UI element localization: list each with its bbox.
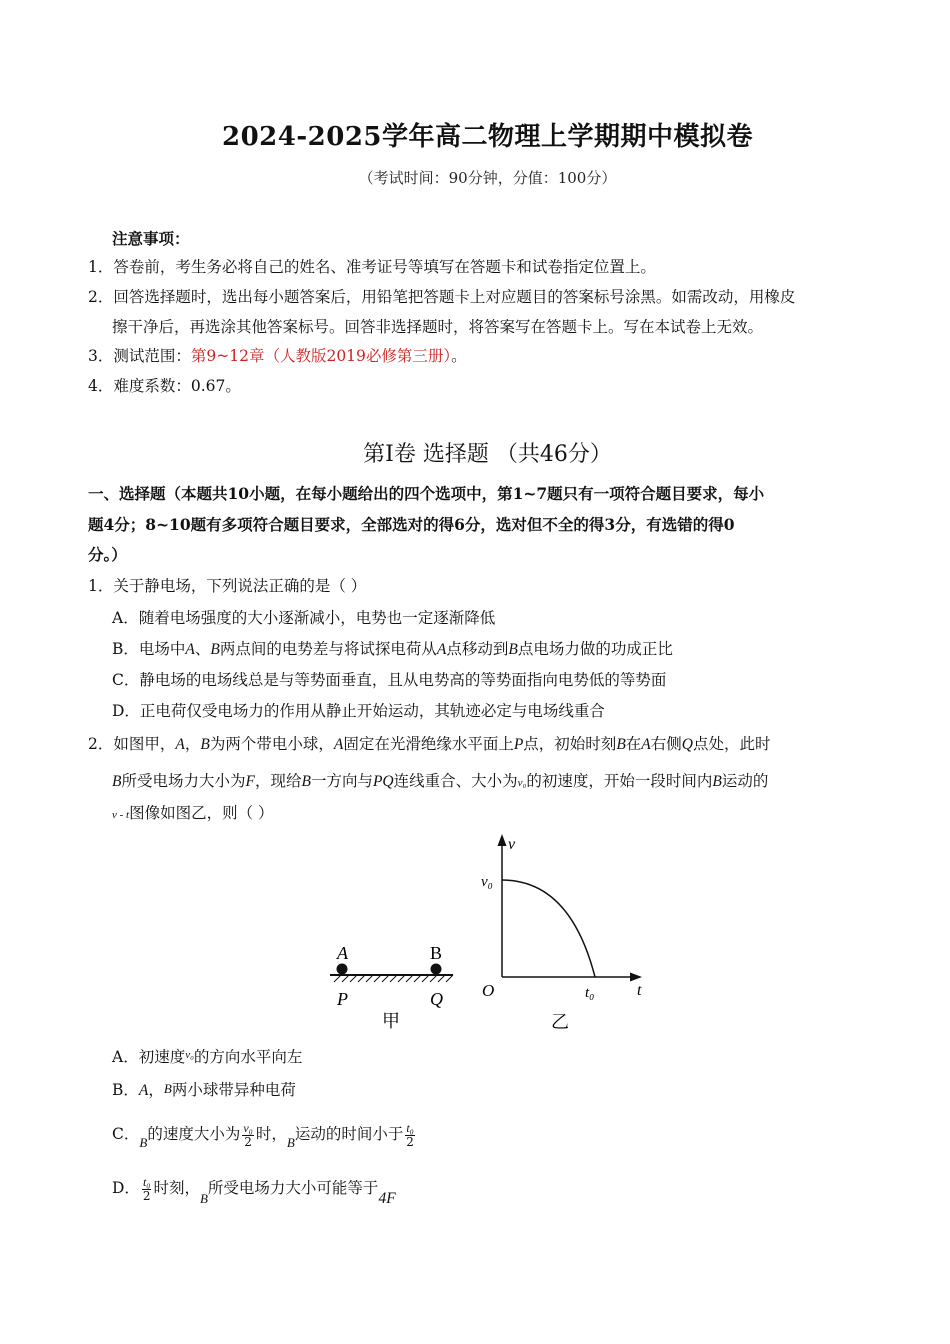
q2-option-b: B．A，B两小球带异种电荷 bbox=[112, 1081, 296, 1099]
figure-jia bbox=[320, 935, 465, 1035]
q1-option-a: A．随着电场强度的大小逐渐减小，电势也一定逐渐降低 bbox=[112, 609, 496, 627]
notice-item-4: 4．难度系数：0.67。 bbox=[88, 377, 241, 395]
origin-label: O bbox=[482, 981, 495, 1000]
q1-option-d: D．正电荷仅受电场力的作用从静止开始运动，其轨迹必定与电场线重合 bbox=[112, 702, 605, 720]
section-instructions-2: 题4分；8~10题有多项符合题目要求，全部选对的得6分，选对但不全的得3分，有选错的得0 bbox=[88, 515, 735, 534]
caption-jia: 甲 bbox=[382, 1011, 400, 1031]
q2-stem-line-3: v - t图像如图乙，则（ ） bbox=[112, 804, 274, 822]
notice-heading: 注意事项： bbox=[112, 229, 190, 248]
exam-time-info: （考试时间：90分钟，分值：100分） bbox=[358, 169, 617, 187]
q2-option-c: C．$_B$的速度大小为 $\frac{\text{v₀}}{2}$ 时，$_B$运动的时间小于 $\frac{\text{t₀}}{2}$ bbox=[112, 1120, 414, 1150]
t0-label: t₀ bbox=[585, 985, 595, 1001]
fraction-v0-over-2: $\frac{\text{v₀}}{2}$ bbox=[243, 1120, 253, 1149]
surface-hatching bbox=[334, 975, 453, 982]
fraction-t0-over-2-d: $\frac{\text{t₀}}{2}$ bbox=[142, 1174, 151, 1203]
q2-option-d: D． $\frac{\text{t₀}}{2}$ 时刻，$_B$所受电场力大小可能等于4F bbox=[112, 1174, 396, 1207]
q1-option-b: B．电场中A、B两点间的电势差与将试探电荷从A点移动到B点电场力做的功成正比 bbox=[112, 640, 673, 658]
t-axis-arrow bbox=[630, 973, 642, 982]
page-title: 2024-2025学年高二物理上学期期中模拟卷 bbox=[221, 122, 754, 152]
t-axis-label: t bbox=[637, 982, 642, 999]
notice-item-2-cont: 擦干净后，再选涂其他答案标号。回答非选择题时，将答案写在答题卡上。写在本试卷上无效。 bbox=[112, 318, 764, 336]
ball-b bbox=[431, 964, 442, 975]
v0-label: v₀ bbox=[481, 874, 493, 890]
fraction-t0-over-2: $\frac{\text{t₀}}{2}$ bbox=[406, 1120, 414, 1149]
q1-option-c: C．静电场的电场线总是与等势面垂直，且从电势高的等势面指向电势低的等势面 bbox=[112, 671, 667, 689]
section-instructions-1: 一、选择题（本题共10小题，在每小题给出的四个选项中，第1~7题只有一项符合题目要求，每小 bbox=[88, 484, 765, 503]
notice-item-2: 2．回答选择题时，选出每小题答案后，用铅笔把答题卡上对应题目的答案标号涂黑。如需改动，用橡皮 bbox=[88, 288, 796, 306]
label-p: P bbox=[337, 989, 348, 1009]
q1-stem: 1．关于静电场，下列说法正确的是（ ） bbox=[88, 577, 367, 595]
test-scope: 第9~12章（人教版2019必修第三册） bbox=[190, 347, 452, 365]
figure-yi-vt-graph bbox=[475, 830, 655, 1035]
q2-stem-line-1: 2．如图甲，A，B为两个带电小球，A固定在光滑绝缘水平面上P点，初始时刻B在A右侧Q点处，此时 bbox=[88, 735, 771, 753]
label-b: B bbox=[430, 943, 443, 963]
ball-a bbox=[337, 964, 348, 975]
notice-item-3: 3．测试范围：第9~12章（人教版2019必修第三册）。 bbox=[88, 347, 467, 365]
q2-stem-line-2: B所受电场力大小为F，现给B一方向与PQ连线重合、大小为v₀的初速度，开始一段时间内B运动的 bbox=[112, 772, 769, 790]
section-title: 第Ⅰ卷 选择题 （共46分） bbox=[363, 442, 612, 467]
v-axis-label: v bbox=[508, 836, 516, 853]
v-axis-arrow bbox=[498, 834, 507, 846]
notice-item-1: 1．答卷前，考生务必将自己的姓名、准考证号等填写在答题卡和试卷指定位置上。 bbox=[88, 258, 656, 276]
velocity-curve bbox=[502, 880, 595, 977]
label-a: A bbox=[337, 943, 348, 963]
section-instructions-3: 分。） bbox=[88, 545, 127, 564]
q2-option-a: A．初速度$^{v_0}$的方向水平向左 bbox=[112, 1048, 303, 1066]
caption-yi: 乙 bbox=[551, 1012, 569, 1032]
label-q: Q bbox=[430, 989, 443, 1009]
